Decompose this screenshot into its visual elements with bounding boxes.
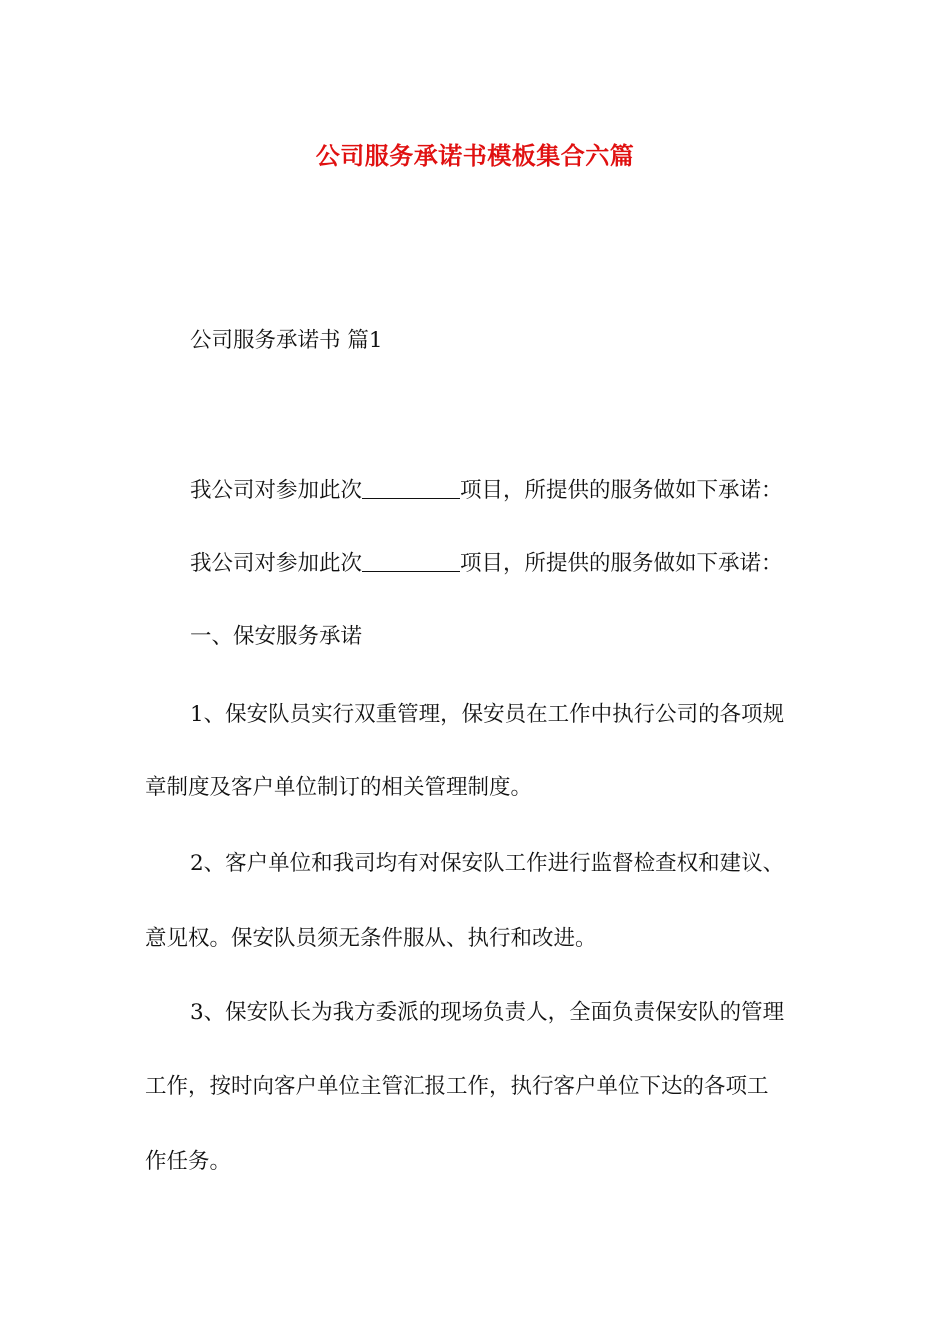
item-3-line-3: 作任务。	[145, 1149, 232, 1174]
item-2-line-1: 2、客户单位和我司均有对保安队工作进行监督检查权和建议、	[190, 851, 785, 876]
fill-in-blank	[362, 478, 460, 499]
item-2-line-2: 意见权。保安队员须无条件服从、执行和改进。	[145, 926, 597, 951]
intro-paragraph-2	[190, 549, 783, 579]
intro-paragraph-1	[190, 476, 783, 506]
fill-in-blank	[362, 551, 460, 572]
item-3-line-2: 工作，按时向客户单位主管汇报工作，执行客户单位下达的各项工	[145, 1074, 769, 1099]
intro-2-text-after: 项目，所提供的服务做如下承诺：	[460, 551, 783, 576]
intro-2-text-before: 我公司对参加此次	[190, 551, 363, 576]
intro-1-text-after: 项目，所提供的服务做如下承诺：	[460, 478, 783, 503]
section-heading: 公司服务承诺书 篇1	[190, 328, 383, 353]
intro-1-text-before: 我公司对参加此次	[190, 478, 363, 503]
document-title: 公司服务承诺书模板集合六篇	[315, 142, 635, 170]
item-1-line-1: 1、保安队员实行双重管理，保安员在工作中执行公司的各项规	[190, 702, 785, 727]
item-1-line-2: 章制度及客户单位制订的相关管理制度。	[145, 775, 533, 800]
sub-heading: 一、保安服务承诺	[190, 624, 363, 649]
item-3-line-1: 3、保安队长为我方委派的现场负责人，全面负责保安队的管理	[190, 1000, 785, 1025]
